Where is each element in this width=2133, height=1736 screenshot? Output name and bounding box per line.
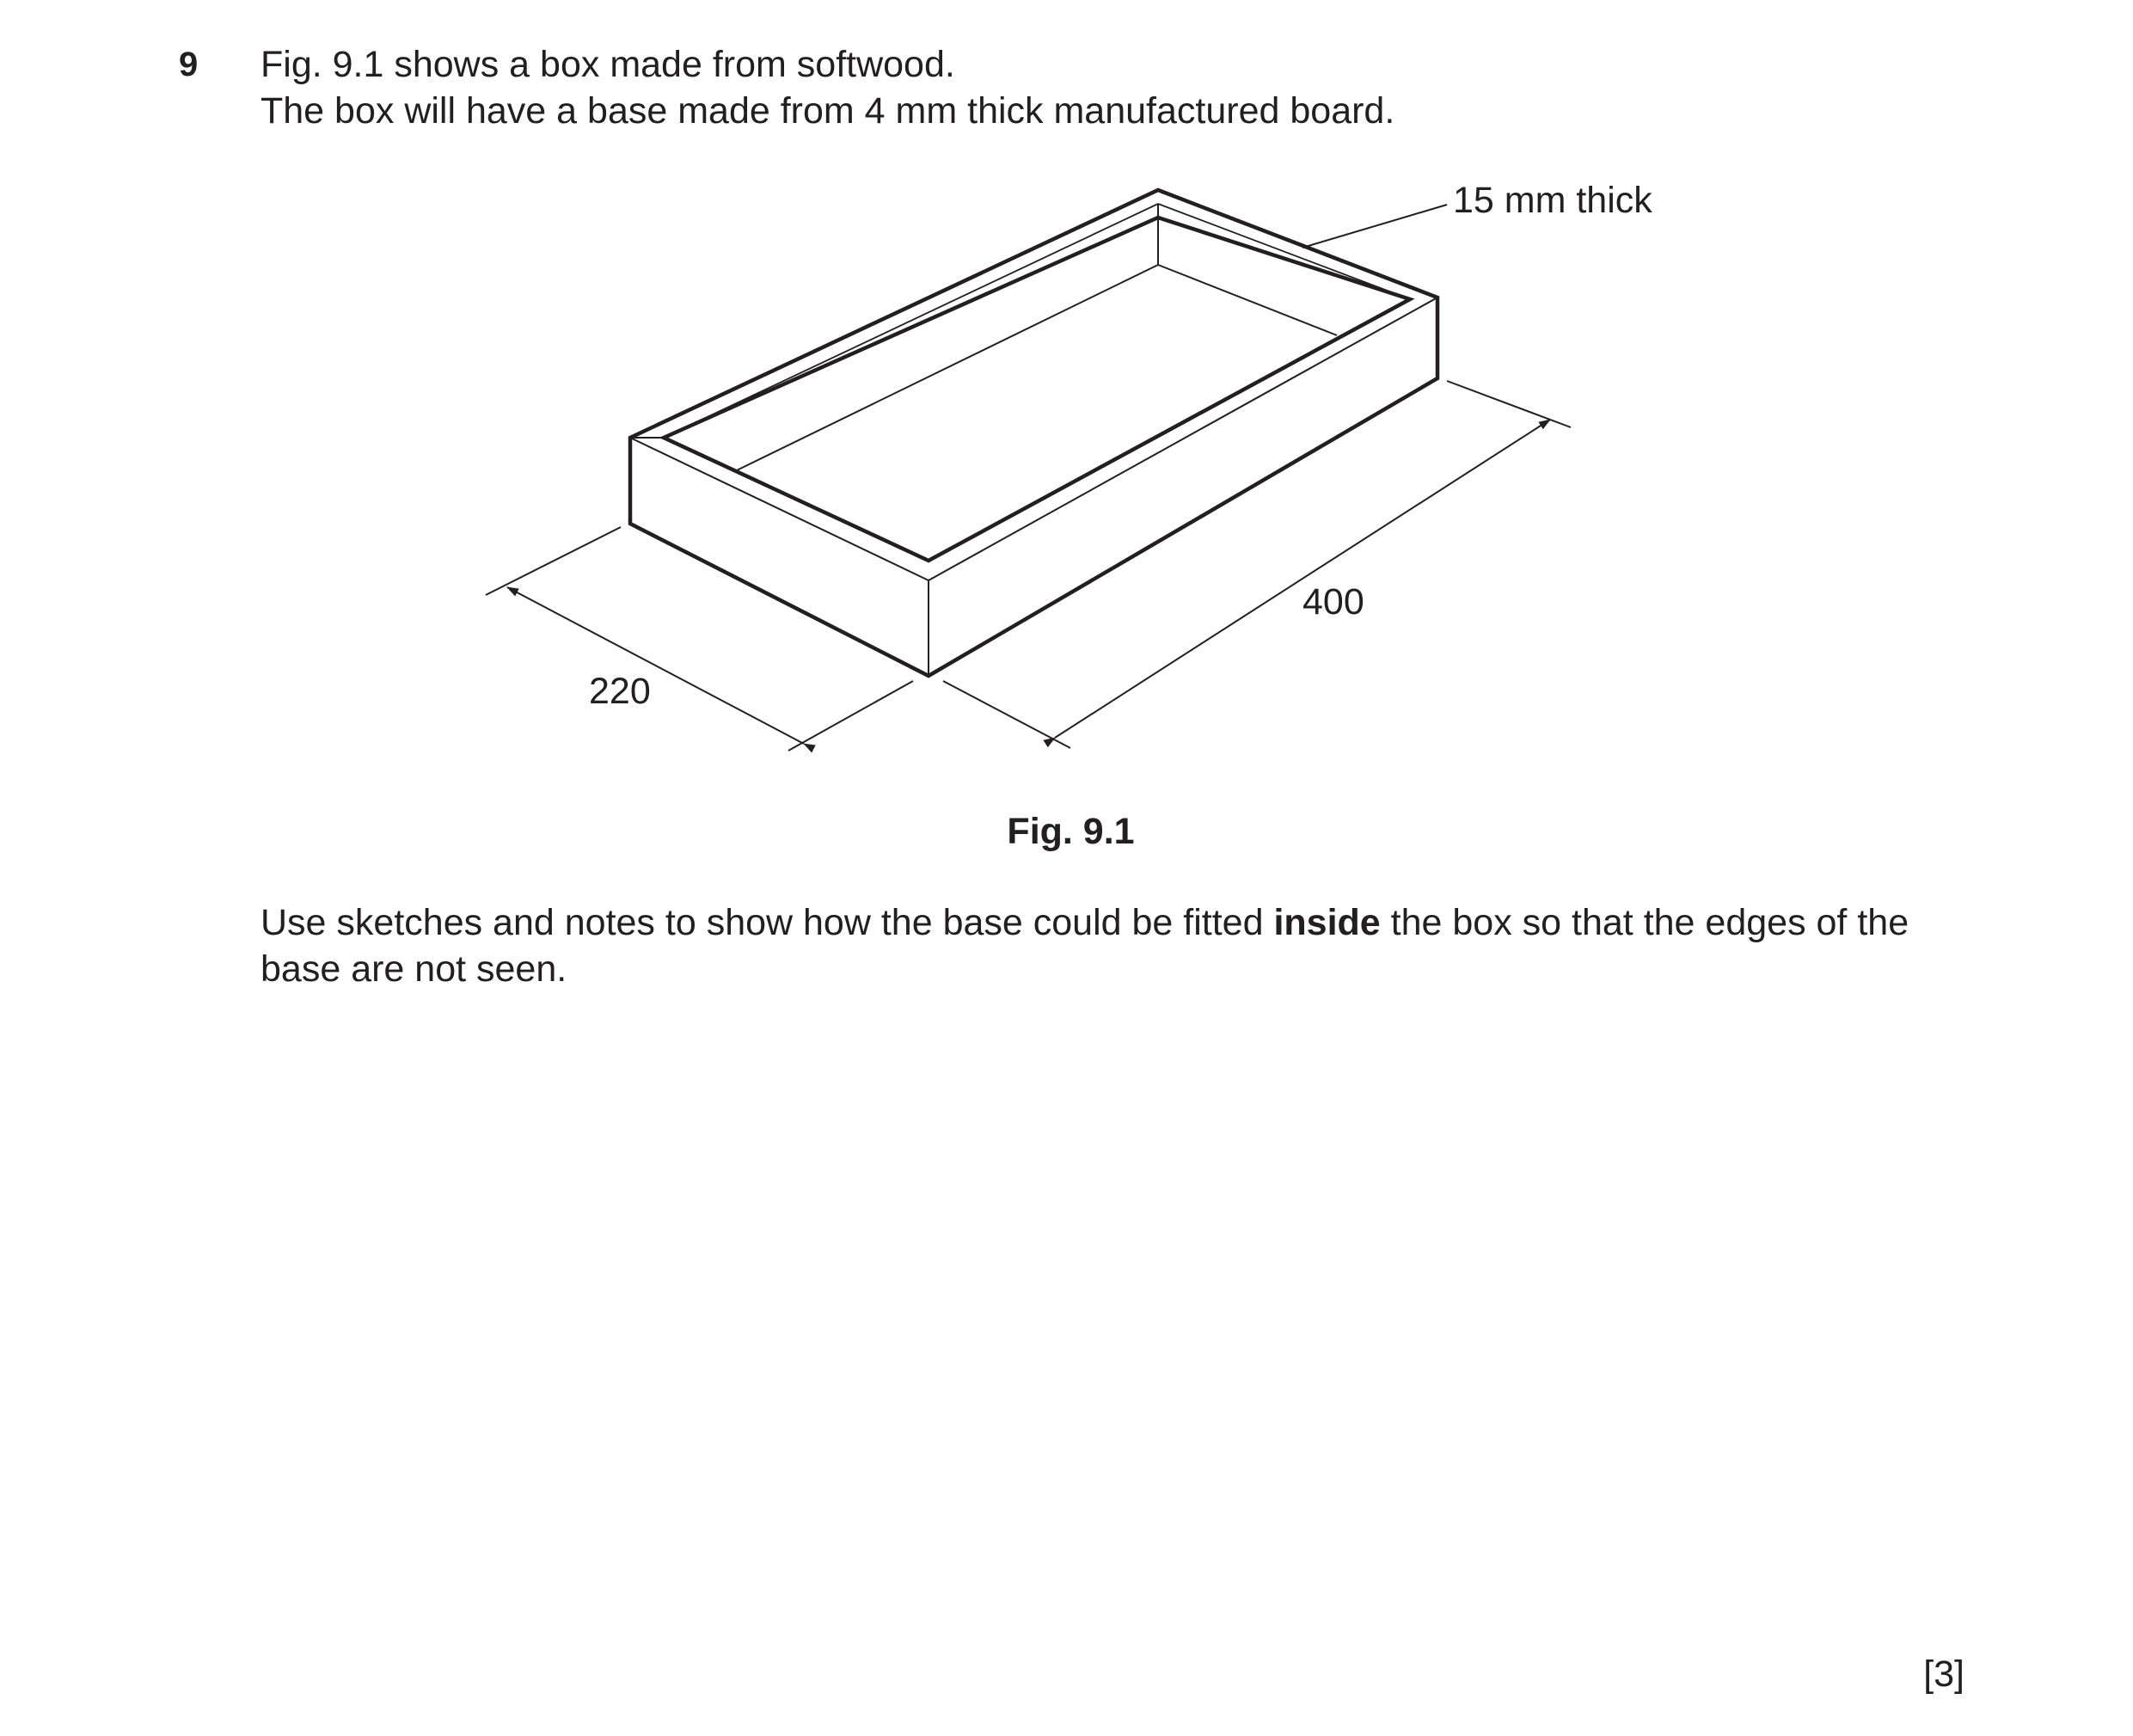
length-dimension-line [1055, 420, 1550, 738]
emphasis-inside: inside [1273, 902, 1381, 943]
box-diagram [0, 0, 2133, 860]
intro-line-2: The box will have a base made from 4 mm thick manufactured board. [260, 90, 1395, 132]
task-instruction: Use sketches and notes to show how the base could be fitted inside the box so that the edges of the base are not seen. [260, 902, 1909, 990]
marks-allocation: [3] [1923, 1653, 1964, 1695]
width-label: 220 [589, 671, 651, 712]
figure-caption: Fig. 9.1 [1007, 811, 1135, 852]
inner-floor-left-edge [737, 265, 1158, 470]
rim-front-left-edge [630, 438, 929, 580]
rim-back-inner-right [1158, 204, 1410, 299]
width-dimension-line [507, 587, 804, 744]
inner-floor-right-edge [1158, 265, 1337, 335]
question-number: 9 [179, 46, 199, 83]
intro-line-1: Fig. 9.1 shows a box made from softwood. [260, 44, 955, 85]
length-extension-back [1447, 381, 1571, 427]
length-dimension [943, 381, 1571, 748]
width-extension-right [788, 681, 913, 751]
box-inner-rim [664, 218, 1410, 561]
length-extension-front [943, 681, 1070, 748]
rim-back-inner-left [664, 204, 1158, 438]
width-extension-left [486, 527, 621, 595]
thickness-leader [1302, 205, 1447, 248]
thickness-label: 15 mm thick [1453, 180, 1652, 221]
length-label: 400 [1302, 581, 1364, 623]
